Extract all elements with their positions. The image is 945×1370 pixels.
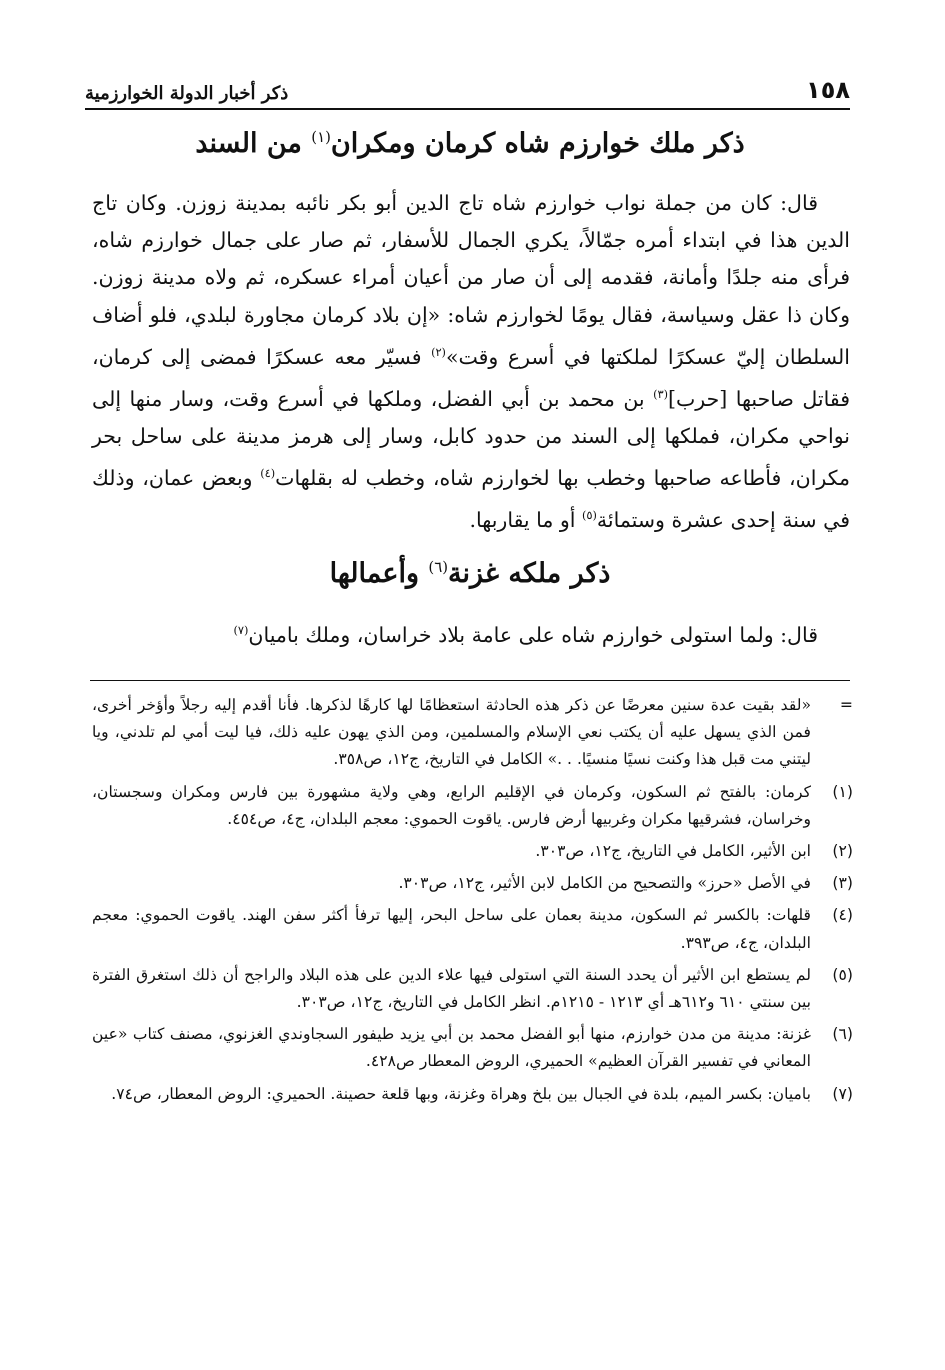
footnote-mark: = [839,696,853,714]
footnote-ref: (٦) [428,558,448,576]
running-header [85,66,850,110]
footnote [92,870,853,897]
footnote-mark: (٤) [832,906,853,925]
body-text-section-2 [92,612,850,654]
footnotes [92,692,853,1113]
footnote-text: باميان: بكسر الميم، بلدة في الجبال بين بلخ وهراة وغزنة، وبها قلعة حصينة. الحميري: الروض المعطار، ص٧٤. [111,1084,811,1103]
body-text-section-1 [92,185,850,539]
paragraph-text: فسيّر معه عسكرًا فمضى إلى كرمان، فقاتل صاحبها [حرب] [92,344,850,411]
footnote-text: «لقد بقيت عدة سنين معرضًا عن ذكر هذه الحادثة استعظامًا لها كارهًا لذكرها. فأنا أقدم إليه رجلاً وأؤخر أخرى، فمن الذي يسهل عليه أن يكتب نعي الإسلام والمسلمين، ومن الذي يهون عليه ذلك، فيا ليت أمي لم تلدني، ويا ليتني مت قبل هذا وكنت نسيًا منسيًا. . .» الكامل في التاريخ، ج١٢، ص٣٥٨. [92,696,811,769]
title-text: وأعمالها [329,558,429,589]
section-title-kirman [90,128,850,159]
section-title-ghazna [90,558,850,589]
footnote [92,962,853,1016]
paragraph-text: قال: كان من جملة نواب خوارزم شاه تاج الدين أبو بكر نائبه بمدينة زوزن. وكان تاج الدين هذا في ابتداء أمره جمّالاً، يكري الجمال للأسفار، ثم صار على جمال خوارزم شاه، فرأى منه جلدًا وأمانة، فقدمه إلى أن صار من أعيان أمراء عسكره، ثم ولاه مدينة زوزن. وكان ذا عقل وسياسة، فقال يومًا لخوارزم شاه: «إن بلاد كرمان مجاورة لبلدي، فلو أضاف السلطان إليّ عسكرًا لملكتها في أسرع وقت» [92,191,850,369]
paragraph-text: أو ما يقاربها. [469,507,583,532]
title-text: ذكر ملكه غزنة [448,558,611,589]
footnote [92,902,853,956]
footnote-mark: (٣) [832,874,853,893]
title-text: ذكر ملك خوارزم شاه كرمان ومكران [330,128,745,159]
title-text: من السند [195,128,312,159]
footnote-divider [90,680,850,681]
footnote-text: ابن الأثير، الكامل في التاريخ، ج١٢، ص٣٠٣. [535,842,811,861]
paragraph [92,612,850,654]
footnote-text: قلهات: بالكسر ثم السكون، مدينة بعمان على ساحل البحر، إليها ترفأ أكثر سفن الهند. ياقوت الحموي: معجم البلدان، ج٤، ص٣٩٣. [92,906,811,952]
footnote-ref: (٣) [653,387,668,401]
paragraph-text: وبعض عمان، وذلك في سنة إحدى عشرة وستمائة [92,465,850,532]
paragraph [92,185,850,539]
footnote-text: غزنة: مدينة من مدن خوارزم، منها أبو الفضل محمد بن أبي يزيد طيفور السجاوندي الغزنوي، مصنف كتاب «عين المعاني في تفسير القرآن العظيم» الحميري، الروض المعطار ص٤٢٨. [92,1025,811,1071]
paragraph-text: قال: ولما استولى خوارزم شاه على عامة بلاد خراسان، وملك باميان [248,622,818,647]
footnote [92,1081,853,1108]
footnote-text: لم يستطع ابن الأثير أن يحدد السنة التي استولى فيها علاء الدين على هذه البلاد والراجح أن ذلك استغرق الفترة بين سنتي ٦١٠ و٦١٢هـ أي ١٢١٣ - ١٢١٥م. انظر الكامل في التاريخ، ج١٢، ص٣٠٣. [92,965,811,1012]
footnote-ref: (١) [311,128,331,146]
page-number: ١٥٨ [806,76,850,104]
footnote-ref: (٢) [431,345,446,359]
footnote [92,692,853,774]
running-title: ذكر أخبار الدولة الخوارزمية [85,83,289,104]
footnote-text: كرمان: بالفتح ثم السكون، وكرمان في الإقليم الرابع، وهي ولاية مشهورة بين فارس ومكران وسجستان، وخراسان، فشرقيها مكران وغربيها أرض فارس. ياقوت الحموي: معجم البلدان، ج٤، ص٤٥٤. [92,782,811,828]
footnote-text: في الأصل «حرز» والتصحيح من الكامل لابن الأثير، ج١٢، ص٣٠٣. [398,874,811,893]
footnote [92,1021,853,1075]
footnote-ref: (٧) [233,624,249,637]
footnote [92,838,853,865]
footnote [92,779,853,833]
footnote-mark: (٧) [832,1084,853,1103]
footnote-mark: (١) [832,782,853,801]
paragraph-text: بن محمد بن أبي الفضل، وملكها في أسرع وقت، وسار منها إلى نواحي مكران، فملكها إلى السند من حدود كابل، وسار إلى هرمز مدينة على ساحل بحر مكران، فأطاعه صاحبها وخطب بها لخوارزم شاه، وخطب له بقلهات [92,386,850,490]
footnote-mark: (٥) [832,965,853,984]
footnote-mark: (٦) [832,1025,853,1044]
footnote-mark: (٢) [832,842,853,861]
footnote-ref: (٤) [260,467,276,481]
footnote-ref: (٥) [582,509,597,523]
